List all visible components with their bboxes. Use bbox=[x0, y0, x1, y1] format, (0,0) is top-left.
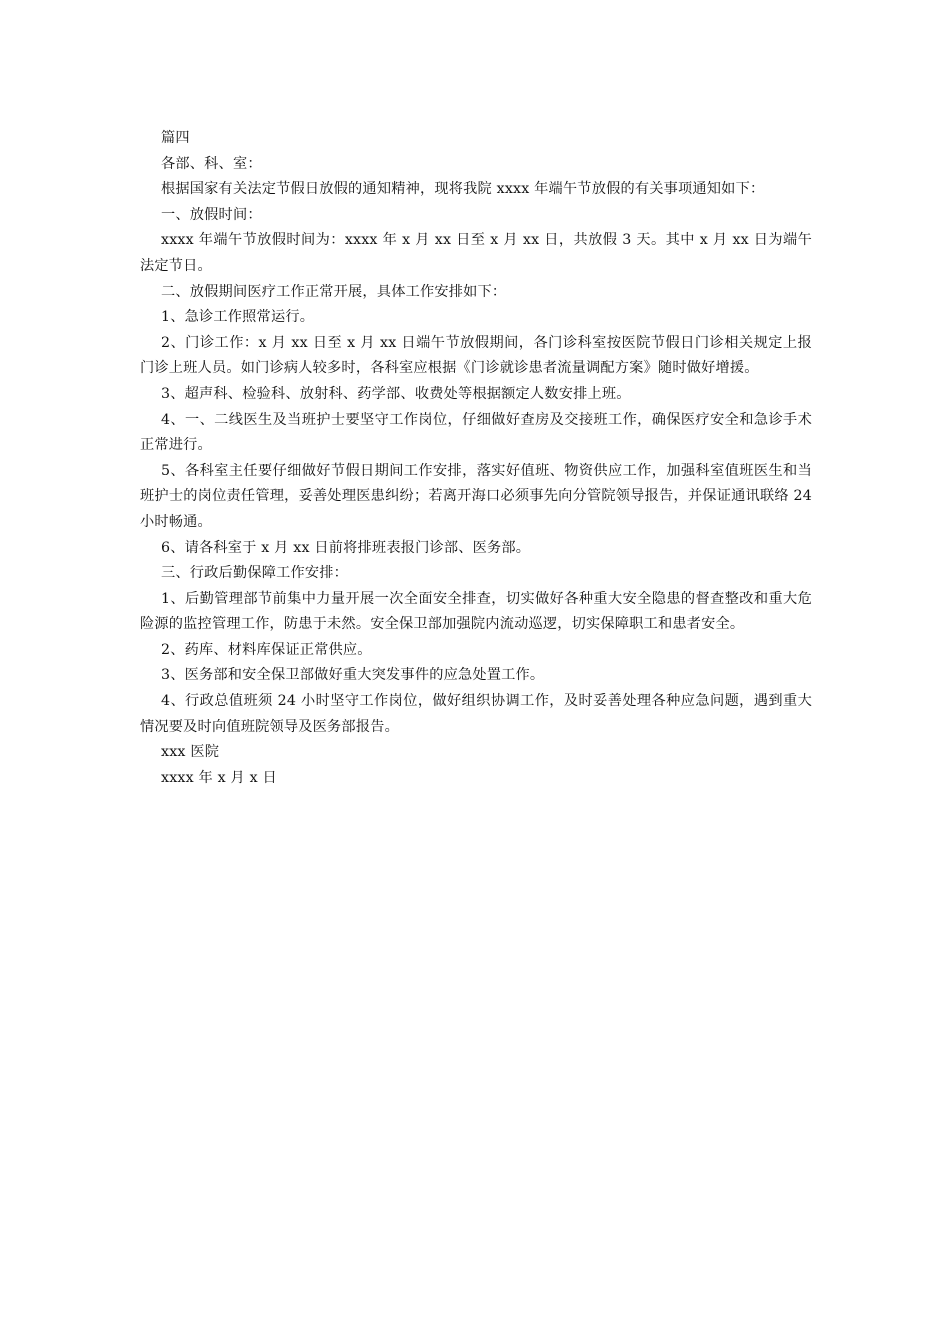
medical-item-1: 1、急诊工作照常运行。 bbox=[161, 309, 315, 326]
notice-body bbox=[140, 126, 812, 791]
medical-item-4: 4、一、二线医生及当班护士要坚守工作岗位，仔细做好查房及交接班工作，确保医疗安全和急诊手术正常进行。 bbox=[140, 411, 812, 454]
logistics-item-3: 3、医务部和安全保卫部做好重大突发事件的应急处置工作。 bbox=[161, 667, 545, 684]
signature-hospital: xxx 医院 bbox=[161, 744, 220, 761]
heading-logistics: 三、行政后勤保障工作安排： bbox=[161, 565, 349, 582]
medical-item-3: 3、超声科、检验科、放射科、药学部、收费处等根据额定人数安排上班。 bbox=[161, 385, 631, 402]
medical-item-5: 5、各科室主任要仔细做好节假日期间工作安排，落实好值班、物资供应工作，加强科室值班医生和当班护士的岗位责任管理，妥善处理医患纠纷；若离开海口必须事先向分管院领导报告，并保证通讯联络 24 小时畅通。 bbox=[140, 462, 812, 530]
salutation: 各部、科、室： bbox=[161, 155, 262, 172]
intro-paragraph: 根据国家有关法定节假日放假的通知精神，现将我院 xxxx 年端午节放假的有关事项通知如下： bbox=[161, 181, 765, 198]
section-title: 篇四 bbox=[161, 130, 190, 146]
logistics-item-4: 4、行政总值班须 24 小时坚守工作岗位，做好组织协调工作，及时妥善处理各种应急问题，遇到重大情况要及时向值班院领导及医务部报告。 bbox=[140, 693, 812, 735]
holiday-time-paragraph: xxxx 年端午节放假时间为：xxxx 年 x 月 xx 日至 x 月 xx 日，共放假 3 天。其中 x 月 xx 日为端午法定节日。 bbox=[140, 232, 812, 274]
heading-medical-work: 二、放假期间医疗工作正常开展，具体工作安排如下： bbox=[161, 283, 507, 300]
heading-holiday-time: 一、放假时间： bbox=[161, 206, 262, 223]
medical-item-6: 6、请各科室于 x 月 xx 日前将排班表报门诊部、医务部。 bbox=[161, 539, 531, 556]
medical-item-2: 2、门诊工作：x 月 xx 日至 x 月 xx 日端午节放假期间，各门诊科室按医院节假日门诊相关规定上报门诊上班人员。如门诊病人较多时，各科室应根据《门诊就诊患者流量调配方案》随时做好增援。 bbox=[140, 334, 812, 377]
logistics-item-1: 1、后勤管理部节前集中力量开展一次全面安全排查，切实做好各种重大安全隐患的督查整改和重大危险源的监控管理工作，防患于未然。安全保卫部加强院内流动巡逻，切实保障职工和患者安全。 bbox=[140, 590, 812, 633]
logistics-item-2: 2、药库、材料库保证正常供应。 bbox=[161, 641, 372, 658]
signature-date: xxxx 年 x 月 x 日 bbox=[161, 769, 277, 786]
